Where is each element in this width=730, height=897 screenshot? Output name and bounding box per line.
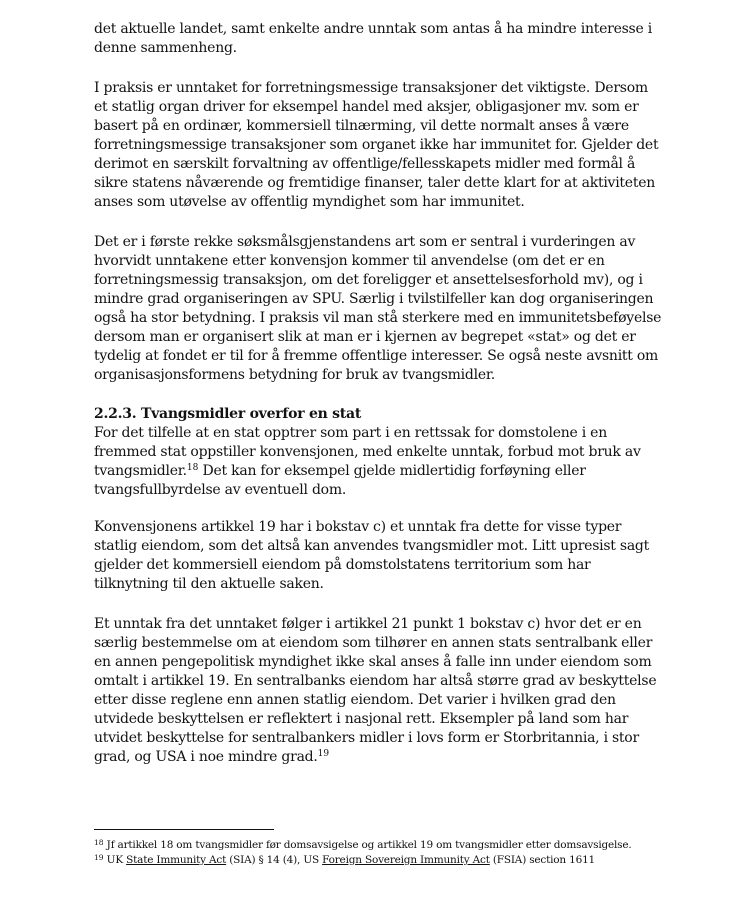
footnote-ref-19[interactable]: 19 (317, 749, 330, 759)
paragraph-art21: Et unntak fra det unntaket følger i artikkel 21 punkt 1 bokstav c) hvor det er en særlig bestemmelse om at eiendom som tilhører en annen stats sentralbank eller en annen pengepolitisk myndighet ikke skal anses å falle inn under eiendom som omtalt i artikkel 19. En sentralbanks eiendom har altså større grad av beskyttelse etter disse reglene enn annen statlig eiendom. Det varier i hvilken grad den utvidede beskyttelsen er reflektert i nasjonal rett. Eksempler på land som har utvidet beskyttelse for sentralbankers midler i lovs form er Storbritannia, i stor grad, og USA i noe mindre grad.$^{19}$ (94, 616, 657, 765)
section-heading: 2.2.3. Tvangsmidler overfor en stat (94, 406, 362, 422)
paragraph-soksmal: Det er i første rekke søksmålsgjenstandens art som er sentral i vurderingen av hvorvidt unntakene etter konvensjon kommer til anvendelse (om det er en forretningsmessig transaksjon, om det foreligger et ansettelsesforhold mv), og i mindre grad organiseringen av SPU. Særlig i tvilstilfeller kan dog organiseringen også ha stor betydning. I praksis vil man stå sterkere med en immunitetsbeføyelse dersom man er organisert slik at man er i kjernen av begrepet «stat» og det er tydelig at fondet er til for å fremme offentlige interesser. Se også neste avsnitt om organisasjonsformens betydning for bruk av tvangsmidler. (94, 234, 662, 383)
paragraph-intro: det aktuelle landet, samt enkelte andre unntak som antas å ha mindre interesse i denne sammenheng. (94, 21, 652, 56)
footnote-18: $^{18}$ Jf artikkel 18 om tvangsmidler før domsavsigelse og artikkel 19 om tvangsmidler etter domsavsigelse. (94, 838, 632, 851)
link-state-immunity-act[interactable]: State Immunity Act (126, 854, 227, 866)
footnote-19: $^{19}$ UK State Immunity Act (SIA) § 14 (4), US Foreign Sovereign Immunity Act (FSIA) section 1611 (94, 853, 596, 866)
footnote-divider (94, 829, 274, 830)
paragraph-praksis: I praksis er unntaket for forretningsmessige transaksjoner det viktigste. Dersom et statlig organ driver for eksempel handel med aksjer, obligasjoner mv. som er basert på en ordinær, kommersiell tilnærming, vil dette normalt anses å være forretningsmessige transaksjoner som organet ikke har immunitet for. Gjelder det derimot en særskilt forvaltning av offentlige/fellesskapets midler med formål å sikre statens nåværende og fremtidige finanser, taler dette klart for at aktiviteten anses som utøvelse av offentlig myndighet som har immunitet. (94, 80, 659, 210)
link-foreign-sovereign-immunity-act[interactable]: Foreign Sovereign Immunity Act (322, 854, 490, 866)
footnote-ref-18[interactable]: 18 (186, 463, 199, 473)
paragraph-tvang: For det tilfelle at en stat opptrer som part i en rettssak for domstolene i en fremmed stat oppstiller konvensjonen, med enkelte unntak, forbud mot bruk av tvangsmidler.$^{18}$ Det kan for eksempel gjelde midlertidig forføyning eller tvangsfullbyrdelse av eventuell dom. (94, 425, 641, 498)
section-tvangsmidler (94, 405, 664, 500)
paragraph-art19: Konvensjonens artikkel 19 har i bokstav c) et unntak fra dette for visse typer statlig eiendom, som det altså kan anvendes tvangsmidler mot. Litt upresist sagt gjelder det kommersiell eiendom på domstolstatens territorium som har tilknytning til den aktuelle saken. (94, 519, 649, 592)
